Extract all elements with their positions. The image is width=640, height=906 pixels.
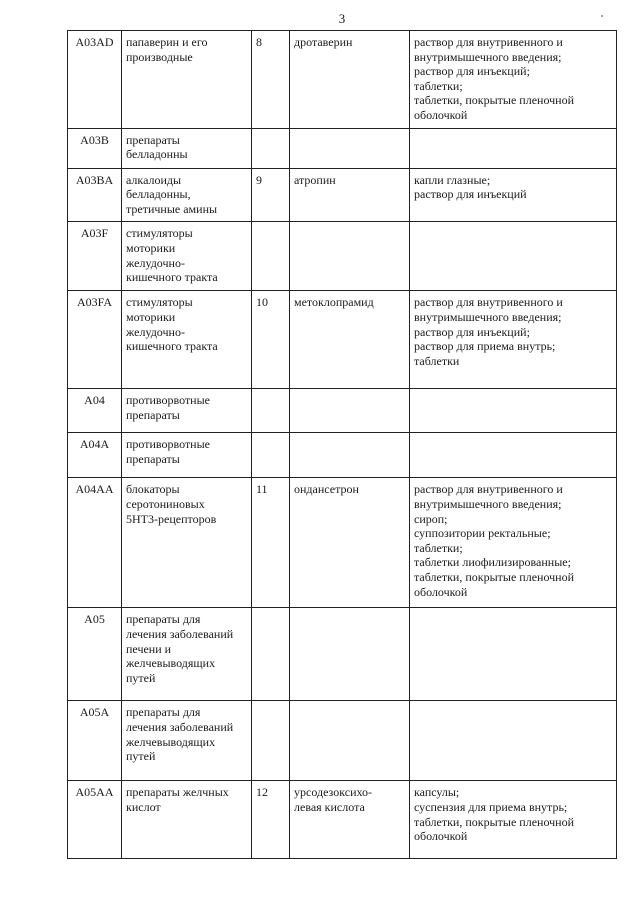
dosage-form-line: оболочкой — [414, 584, 468, 599]
pharmacological-group-cell — [122, 31, 252, 129]
item-number-cell: 12 — [252, 781, 290, 859]
atc-code-cell: A05A — [68, 701, 122, 781]
dosage-forms-cell — [410, 168, 617, 222]
dosage-form-line: таблетки лиофилизированные; — [414, 555, 571, 570]
drug-name-cell — [290, 608, 410, 701]
group-line: моторики — [126, 309, 176, 324]
group-line: противорвотные — [126, 437, 210, 452]
page-number: 3 — [338, 11, 346, 26]
drug-name-cell — [290, 433, 410, 478]
dosage-form-line: раствор для инъекций — [414, 187, 527, 202]
dosage-form-line: таблетки, покрытые пленочной — [414, 93, 575, 108]
dosage-form-line: раствор для внутривенного и — [414, 35, 563, 49]
dosage-forms-cell — [410, 701, 617, 781]
group-line: путей — [126, 749, 156, 764]
group-line: препараты для — [126, 705, 201, 720]
dosage-form-line: внутримышечного введения; — [414, 496, 562, 511]
table-row — [68, 433, 617, 478]
group-line: препараты — [126, 451, 180, 466]
group-line: препараты для — [126, 612, 201, 627]
dosage-form-line: таблетки; — [414, 540, 463, 555]
pharmacological-group-cell — [122, 222, 252, 291]
medication-table — [67, 30, 617, 859]
group-line: серотониновых — [126, 496, 205, 511]
dosage-form-line: раствор для инъекций; — [414, 324, 530, 339]
group-line: блокаторы — [126, 482, 180, 497]
group-line: моторики — [126, 240, 176, 255]
pharmacological-group-cell — [122, 701, 252, 781]
table-row — [68, 128, 617, 168]
item-number-cell — [252, 128, 290, 168]
pharmacological-group-cell — [122, 608, 252, 701]
group-line: стимуляторы — [126, 226, 193, 241]
atc-code-cell: A05AA — [68, 781, 122, 859]
dosage-form-line: таблетки, покрытые пленочной — [414, 814, 575, 829]
group-line: препараты — [126, 407, 180, 422]
item-number-cell: 10 — [252, 291, 290, 389]
group-line: желчевыводящих — [126, 734, 216, 749]
group-line: желчевыводящих — [126, 656, 216, 671]
group-line: препараты — [126, 132, 180, 147]
atc-code-cell: A03AD — [68, 31, 122, 129]
group-line: белладонны, — [126, 187, 191, 202]
item-number-cell: 8 — [252, 31, 290, 129]
group-line: третичные амины — [126, 201, 218, 216]
dosage-form-line: суспензия для приема внутрь; — [414, 799, 568, 814]
atc-code-cell: A04AA — [68, 478, 122, 608]
drug-name-cell — [290, 291, 410, 389]
group-line: кишечного тракта — [126, 339, 218, 354]
group-line: желудочно- — [126, 255, 185, 270]
dosage-forms-cell — [410, 222, 617, 291]
table-row — [68, 701, 617, 781]
table-row — [68, 781, 617, 859]
atc-code-cell: A03F — [68, 222, 122, 291]
dosage-form-line: внутримышечного введения; — [414, 49, 562, 64]
table-body — [68, 31, 617, 859]
drug-name-line: дротаверин — [294, 35, 353, 49]
atc-code-cell: A03B — [68, 128, 122, 168]
item-number-cell — [252, 433, 290, 478]
group-line: белладонны — [126, 147, 188, 162]
dosage-forms-cell — [410, 291, 617, 389]
table-row — [68, 478, 617, 608]
pharmacological-group-cell — [122, 389, 252, 433]
atc-code-cell: A04 — [68, 389, 122, 433]
dosage-form-line: таблетки; — [414, 78, 463, 93]
dosage-form-line: сироп; — [414, 511, 448, 526]
pharmacological-group-cell — [122, 128, 252, 168]
table-row — [68, 291, 617, 389]
dosage-form-line: суппозитории ректальные; — [414, 526, 551, 541]
pharmacological-group-cell — [122, 291, 252, 389]
drug-name-cell — [290, 222, 410, 291]
table-row — [68, 608, 617, 701]
pharmacological-group-cell — [122, 433, 252, 478]
atc-code-cell: A03FA — [68, 291, 122, 389]
dosage-form-line: раствор для инъекций; — [414, 64, 530, 79]
table-row — [68, 168, 617, 222]
item-number-cell — [252, 222, 290, 291]
dosage-forms-cell — [410, 128, 617, 168]
group-line: печени и — [126, 641, 172, 656]
dosage-form-line: раствор для приема внутрь; — [414, 339, 556, 354]
dosage-form-line: раствор для внутривенного и — [414, 295, 563, 310]
group-line: производные — [126, 49, 193, 64]
group-line: алкалоиды — [126, 172, 182, 187]
drug-name-cell — [290, 128, 410, 168]
dosage-form-line: внутримышечного введения; — [414, 309, 562, 324]
drug-name-cell — [290, 389, 410, 433]
item-number-cell: 9 — [252, 168, 290, 222]
table-row — [68, 222, 617, 291]
dosage-forms-cell — [410, 433, 617, 478]
pharmacological-group-cell — [122, 781, 252, 859]
atc-code-cell: A03BA — [68, 168, 122, 222]
item-number-cell — [252, 701, 290, 781]
dosage-forms-cell — [410, 478, 617, 608]
group-line: папаверин и его — [126, 35, 208, 49]
dosage-forms-cell — [410, 31, 617, 129]
pharmacological-group-cell — [122, 168, 252, 222]
pharmacological-group-cell — [122, 478, 252, 608]
group-line: 5HT3-рецепторов — [126, 511, 217, 526]
dosage-form-line: оболочкой — [414, 107, 468, 122]
group-line: стимуляторы — [126, 295, 193, 310]
group-line: лечения заболеваний — [126, 626, 234, 641]
drug-name-line: левая кислота — [294, 799, 365, 814]
group-line: кишечного тракта — [126, 270, 218, 285]
dosage-form-line: капсулы; — [414, 785, 460, 800]
group-line: желудочно- — [126, 324, 185, 339]
drug-name-line: атропин — [294, 172, 336, 187]
drug-name-cell — [290, 478, 410, 608]
table-row — [68, 31, 617, 129]
item-number-cell: 11 — [252, 478, 290, 608]
group-line: противорвотные — [126, 393, 210, 408]
dosage-forms-cell — [410, 389, 617, 433]
group-line: препараты желчных — [126, 785, 229, 800]
dosage-form-line: оболочкой — [414, 829, 468, 844]
dosage-forms-cell — [410, 781, 617, 859]
scan-dot — [601, 15, 603, 17]
drug-name-line: метоклопрамид — [294, 295, 374, 310]
drug-name-cell — [290, 168, 410, 222]
drug-name-cell — [290, 781, 410, 859]
dosage-form-line: таблетки — [414, 353, 460, 368]
dosage-form-line: капли глазные; — [414, 172, 491, 187]
group-line: путей — [126, 670, 156, 685]
dosage-form-line: раствор для внутривенного и — [414, 482, 563, 497]
table-row — [68, 389, 617, 433]
item-number-cell — [252, 389, 290, 433]
dosage-forms-cell — [410, 608, 617, 701]
atc-code-cell: A04A — [68, 433, 122, 478]
drug-name-line: ондансетрон — [294, 482, 359, 497]
group-line: лечения заболеваний — [126, 719, 234, 734]
group-line: кислот — [126, 799, 161, 814]
drug-name-cell — [290, 31, 410, 129]
drug-name-cell — [290, 701, 410, 781]
dosage-form-line: таблетки, покрытые пленочной — [414, 569, 575, 584]
drug-name-line: урсодезоксихо- — [294, 785, 373, 800]
atc-code-cell: A05 — [68, 608, 122, 701]
item-number-cell — [252, 608, 290, 701]
